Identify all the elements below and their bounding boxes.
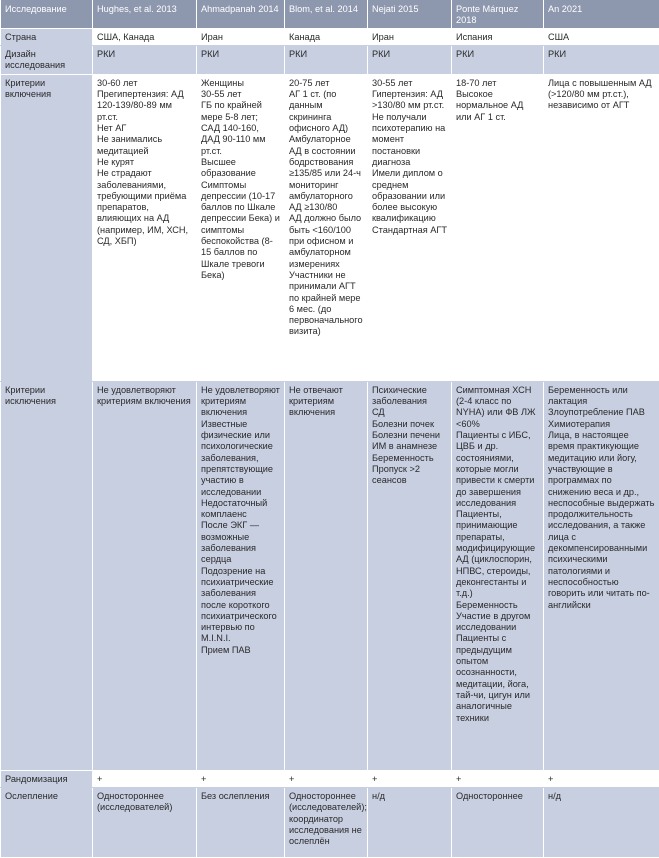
header-cell: Blom, et al. 2014 [285, 0, 368, 28]
table-cell: Не удовлетворяют критериям включения Известные физические или психологические заболевания, препятствующие участию в исследовании Недостаточный комплаенс После ЭКГ — возможные заболевания сердца Подозрение на психиатрические заболевания после короткого психиатрического интервью по M.I.N.I. Прием ПАВ [197, 381, 285, 770]
table-cell: США, Канада [93, 28, 197, 45]
table-cell: 18-70 лет Высокое нормальное АД или АГ 1 ст. [452, 74, 544, 381]
table-cell: Симптомная ХСН (2-4 класс по NYHA) или ФВ ЛЖ <60% Пациенты с ИБС, ЦВБ и др. состояниями, которые могли привести к смерти до завершения исследования Пациенты, принимающие препараты, модифицирующие АД (циклоспорин, НПВС, стероиды, деконгестанты и т.д.) Беременность Участие в другом исследовании Пациенты с предыдущим опытом осознанности, медитации, йога, тай-чи, цигун или аналогичные техники [452, 381, 544, 770]
table-cell: 30-60 лет Прегипертензия: АД 120-139/80-89 мм рт.ст. Нет АГ Не занимались медитацией Не курят Не страдают заболеваниями, требующими приёма препаратов, влияющих на АД (например, ИМ, ХСН, СД, ХБП) [93, 74, 197, 381]
row-label: Страна [1, 28, 93, 45]
table-cell: США [544, 28, 659, 45]
table-cell: Иран [368, 28, 452, 45]
table-cell: 20-75 лет АГ 1 ст. (по данным скрининга офисного АД) Амбулаторное АД в состоянии бодрствования ≥135/85 или 24-ч мониторинг амбулаторного АД ≥130/80 АД должно было быть <160/100 при офисном и амбулаторном измерениях Участники не принимали АГТ по крайней мере 6 мес. (до первоначального визита) [285, 74, 368, 381]
table-row-design [1, 45, 659, 74]
header-cell: Ahmadpanah 2014 [197, 0, 285, 28]
header-cell: An 2021 [544, 0, 659, 28]
table-cell: РКИ [452, 45, 544, 74]
table-cell: РКИ [197, 45, 285, 74]
table-cell: н/д [368, 788, 452, 858]
table-cell: РКИ [285, 45, 368, 74]
table-row-exclusion [1, 381, 659, 770]
header-row [1, 0, 659, 28]
table-cell: Не удовлетворяют критериям включения [93, 381, 197, 770]
table-cell: Психические заболевания СД Болезни почек Болезни печени ИМ в анамнезе Беременность Пропуск >2 сеансов [368, 381, 452, 770]
table-cell: Иран [197, 28, 285, 45]
table-row-country [1, 28, 659, 45]
row-label: Критерии исключения [1, 381, 93, 770]
header-cell: Hughes, et al. 2013 [93, 0, 197, 28]
table-row-randomization [1, 770, 659, 787]
table-cell: + [197, 770, 285, 787]
table-cell: РКИ [93, 45, 197, 74]
table-cell: Одностороннее (исследователей) [93, 788, 197, 858]
table-row-inclusion [1, 74, 659, 381]
table-cell: + [544, 770, 659, 787]
table-cell: Не отвечают критериям включения [285, 381, 368, 770]
table-cell: + [93, 770, 197, 787]
table-cell: + [285, 770, 368, 787]
table-cell: Беременность или лактация Злоупотребление ПАВ Химиотерапия Лица, в настоящее время практикующие медитацию или йогу, участвующие в программах по снижению веса и др., неспособные выдержать продолжительность исследования, а также лица с декомпенсированными психическими патологиями и неспособностью говорить или читать по-английски [544, 381, 659, 770]
table-cell: Женщины 30-55 лет ГБ по крайней мере 5-8 лет; САД 140-160, ДАД 90-110 мм рт.ст. Высшее образование Симптомы депрессии (10-17 баллов по Шкале депрессии Бека) и симптомы беспокойства (8-15 баллов по Шкале тревоги Бека) [197, 74, 285, 381]
header-cell: Исследование [1, 0, 93, 28]
table-row-blinding [1, 788, 659, 858]
table-cell: + [368, 770, 452, 787]
table-cell: РКИ [544, 45, 659, 74]
table-cell: + [452, 770, 544, 787]
header-cell: Nejati 2015 [368, 0, 452, 28]
row-label: Рандомизация [1, 770, 93, 787]
table-cell: Без ослепления [197, 788, 285, 858]
table-cell: Одностороннее (исследователей); координатор исследования не ослеплён [285, 788, 368, 858]
row-label: Ослепление [1, 788, 93, 858]
table-cell: 30-55 лет Гипертензия: АД >130/80 мм рт.ст. Не получали психотерапию на момент постановки диагноза Имели диплом о среднем образовании или более высокую квалификацию Стандартная АГТ [368, 74, 452, 381]
row-label: Дизайн исследования [1, 45, 93, 74]
table-cell: Испания [452, 28, 544, 45]
table-cell: Одностороннее [452, 788, 544, 858]
table-cell: н/д [544, 788, 659, 858]
header-cell: Ponte Márquez 2018 [452, 0, 544, 28]
row-label: Критерии включения [1, 74, 93, 381]
table-cell: Канада [285, 28, 368, 45]
table-cell: РКИ [368, 45, 452, 74]
table-cell: Лица с повышенным АД (>120/80 мм рт.ст.), независимо от АГТ [544, 74, 659, 381]
